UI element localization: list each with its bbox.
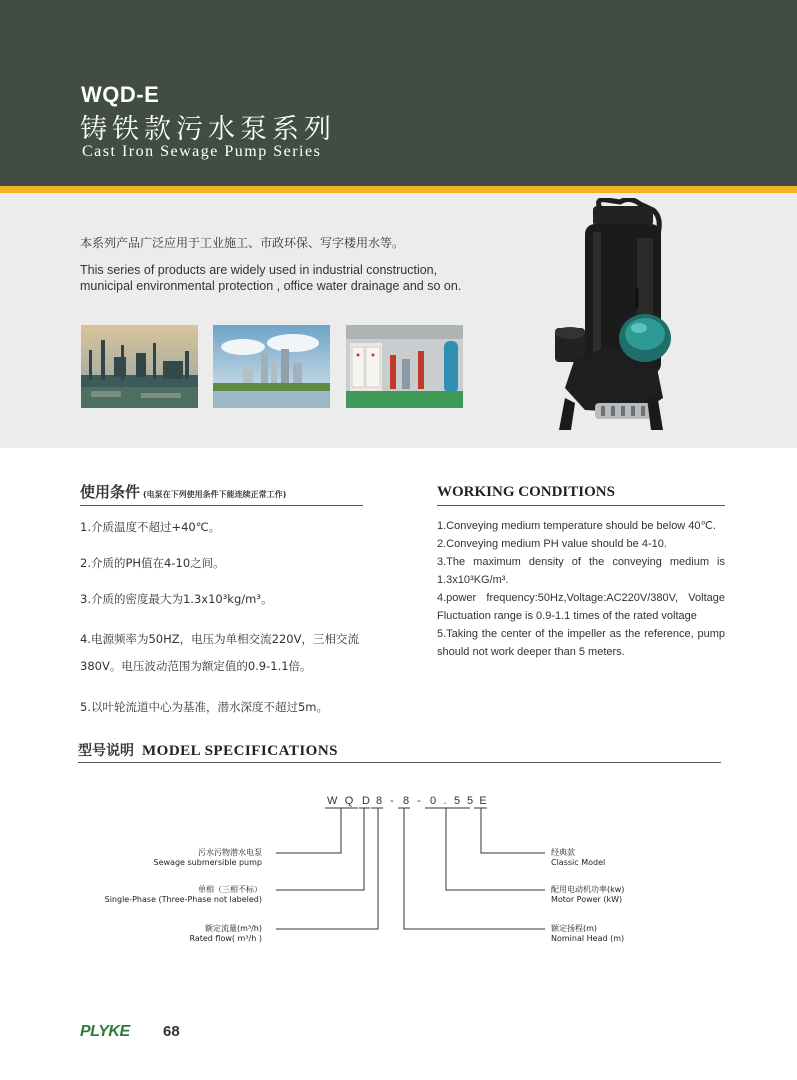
label-cn: 单相（三相不标）	[198, 885, 262, 894]
conditions-title-cn: 使用条件	[80, 483, 141, 501]
list-item: 2.Conveying medium PH value should be 4-10.	[437, 538, 667, 550]
spec-title-cn: 型号说明	[78, 743, 134, 759]
page-number: 68	[163, 1023, 180, 1040]
list-item: 4.电源频率为50HZ，电压为单相交流220V，三相交流380V。电压波动范围为额定值的0.9-1.1倍。	[80, 632, 359, 673]
label-en: Motor Power (kW)	[551, 895, 623, 904]
brand-logo: PLYKE	[80, 1023, 130, 1040]
conditions-title-en: WORKING CONDITIONS	[437, 484, 615, 500]
code-char: 8	[402, 795, 410, 807]
spec-label-pump-type	[100, 848, 262, 868]
page-title-cn: 铸铁款污水泵系列	[80, 114, 336, 145]
label-cn: 额定扬程(m)	[551, 924, 598, 933]
label-cn: 污水污物潜水电泵	[198, 848, 262, 857]
spec-label-rated-flow	[100, 924, 262, 944]
list-item: 3.介质的密度最大为1.3x10³kg/m³。	[80, 592, 273, 606]
intro-text-en: This series of products are widely used in industrial construction, municipal environmental protection , office water drainage and so on.	[80, 263, 462, 293]
code-char: -	[417, 795, 421, 807]
label-cn: 配用电动机功率(kw)	[551, 885, 625, 894]
code-char: 8	[375, 795, 383, 807]
intro-text-cn: 本系列产品广泛应用于工业施工、市政环保、写字楼用水等。	[80, 236, 405, 250]
code-char: -	[390, 795, 394, 807]
code-char: D	[362, 795, 370, 807]
code-char: 0	[429, 795, 437, 807]
spec-label-classic	[551, 848, 711, 868]
label-en: Classic Model	[551, 858, 606, 867]
label-en: Single-Phase (Three-Phase not labeled)	[104, 895, 262, 904]
model-code: WQD-E	[81, 82, 160, 107]
label-en: Sewage submersible pump	[153, 858, 262, 867]
label-cn: 经典款	[551, 848, 575, 857]
list-item: 1.Conveying medium temperature should be below 40℃.	[437, 520, 716, 532]
spec-label-phase	[80, 885, 262, 905]
code-char: Q	[344, 795, 354, 807]
code-char: E	[479, 795, 487, 807]
label-en: Nominal Head (m)	[551, 934, 625, 943]
list-item: 5.以叶轮流道中心为基准，潜水深度不超过5m。	[80, 700, 328, 714]
label-en: Rated flow( m³/h )	[189, 934, 262, 943]
spec-label-motor-power	[551, 885, 711, 905]
page-title-en: Cast Iron Sewage Pump Series	[82, 143, 322, 160]
code-char: W	[327, 795, 338, 807]
conditions-note-cn: (电泵在下列使用条件下能连续正常工作)	[143, 490, 287, 499]
list-item: 2.介质的PH值在4-10之间。	[80, 556, 225, 570]
spec-label-nominal-head	[551, 924, 711, 944]
code-char: 5	[466, 795, 474, 807]
label-cn: 额定流量(m³/h)	[204, 924, 262, 933]
list-item: 5.Taking the center of the impeller as the reference, pump should not work deeper than 5 meters.	[437, 628, 725, 658]
list-item: 3.The maximum density of the conveying medium is 1.3x10³KG/m³.	[437, 556, 725, 586]
list-item: 1.介质温度不超过+40℃。	[80, 520, 221, 534]
code-char: .	[443, 795, 447, 807]
code-char: 5	[453, 795, 461, 807]
list-item: 4.power frequency:50Hz,Voltage:AC220V/380V, Voltage Fluctuation range is 0.9-1.1 times of the rated voltage	[437, 592, 725, 622]
spec-title-en: MODEL SPECIFICATIONS	[142, 743, 339, 759]
